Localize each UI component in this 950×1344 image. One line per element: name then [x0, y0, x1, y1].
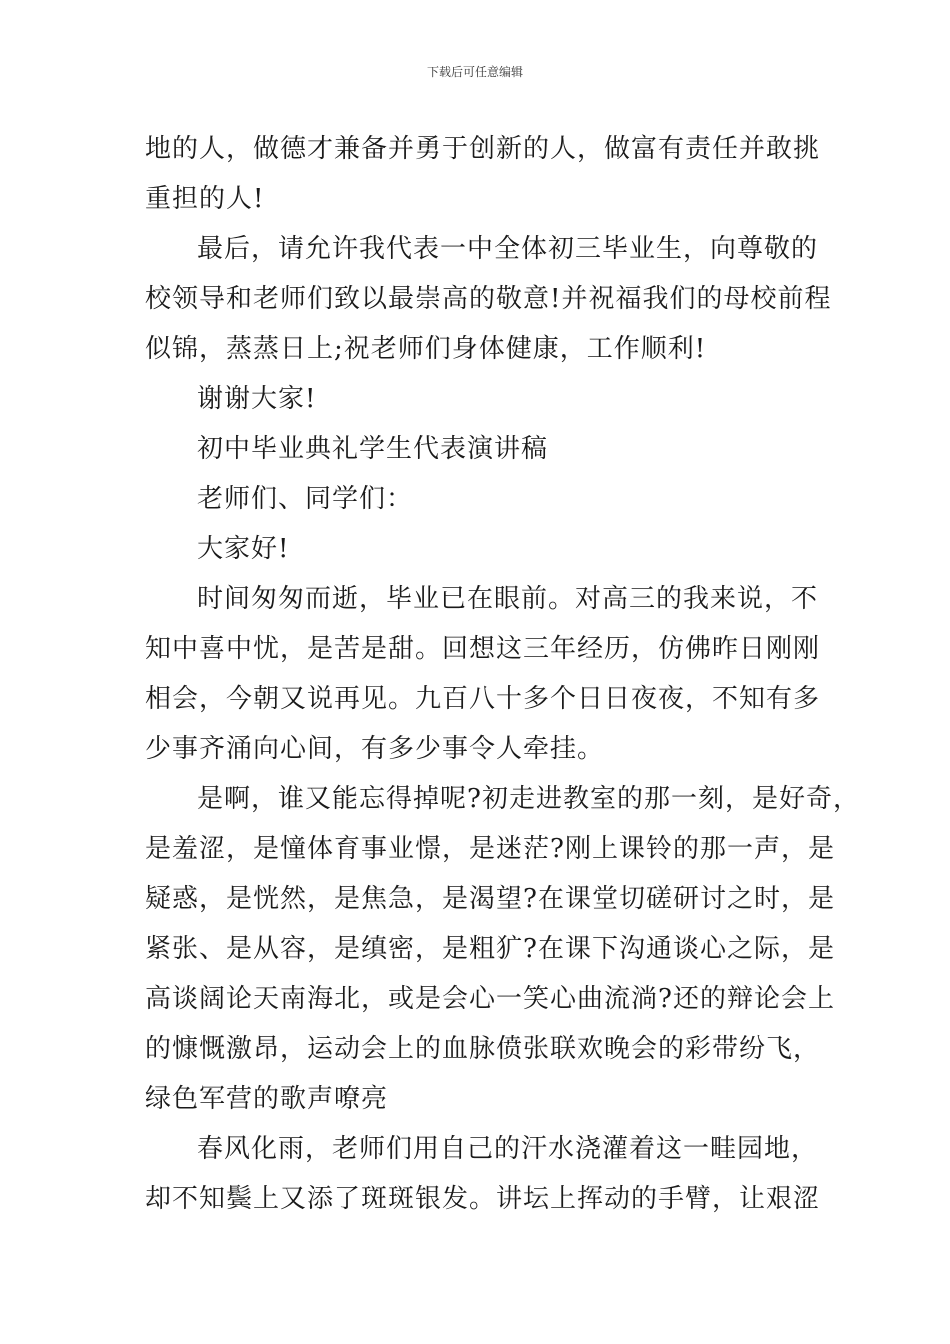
text-line: 时间匆匆而逝，毕业已在眼前。对高三的我来说，不 — [197, 584, 819, 614]
text-line: 春风化雨，老师们用自己的汗水浇灌着这一畦园地， — [197, 1134, 819, 1164]
document-body — [145, 124, 860, 1224]
speech-title: 初中毕业典礼学生代表演讲稿 — [197, 434, 549, 464]
text-line: 是羞涩，是憧体育事业憬，是迷茫?刚上课铃的那一声，是 — [145, 834, 835, 864]
text-line: 是啊，谁又能忘得掉呢?初走进教室的那一刻，是好奇， — [197, 784, 860, 814]
greeting: 大家好! — [197, 534, 290, 564]
salutation: 老师们、同学们： — [197, 484, 414, 514]
text-line: 校领导和老师们致以最崇高的敬意!并祝福我们的母校前程 — [145, 284, 832, 314]
text-line: 疑惑，是恍然，是焦急，是渴望?在课堂切磋研讨之时，是 — [145, 884, 835, 914]
text-line: 重担的人! — [145, 184, 265, 214]
text-line: 地的人，做德才兼备并勇于创新的人，做富有责任并敢挑 — [145, 134, 821, 164]
text-line: 却不知鬓上又添了斑斑银发。讲坛上挥动的手臂，让艰涩 — [145, 1184, 821, 1214]
text-line: 紧张、是从容，是缜密，是粗犷?在课下沟通谈心之际，是 — [145, 934, 835, 964]
text-line: 最后，请允许我代表一中全体初三毕业生，向尊敬的 — [197, 234, 819, 264]
page-header: 下载后可任意编辑 — [426, 65, 523, 79]
text-line: 谢谢大家! — [197, 384, 317, 414]
text-line: 少事齐涌向心间，有多少事令人牵挂。 — [145, 734, 605, 764]
text-line: 相会，今朝又说再见。九百八十多个日日夜夜，不知有多 — [145, 684, 821, 714]
text-line: 高谈阔论天南海北，或是会心一笑心曲流淌?还的辩论会上 — [145, 984, 835, 1014]
text-line: 绿色军营的歌声嘹亮 — [145, 1084, 389, 1114]
text-line: 知中喜中忧，是苦是甜。回想这三年经历，仿佛昨日刚刚 — [145, 634, 821, 664]
text-line: 似锦，蒸蒸日上;祝老师们身体健康，工作顺利! — [145, 334, 707, 364]
text-line: 的慷慨激昂，运动会上的血脉偾张联欢晚会的彩带纷飞， — [145, 1034, 821, 1064]
